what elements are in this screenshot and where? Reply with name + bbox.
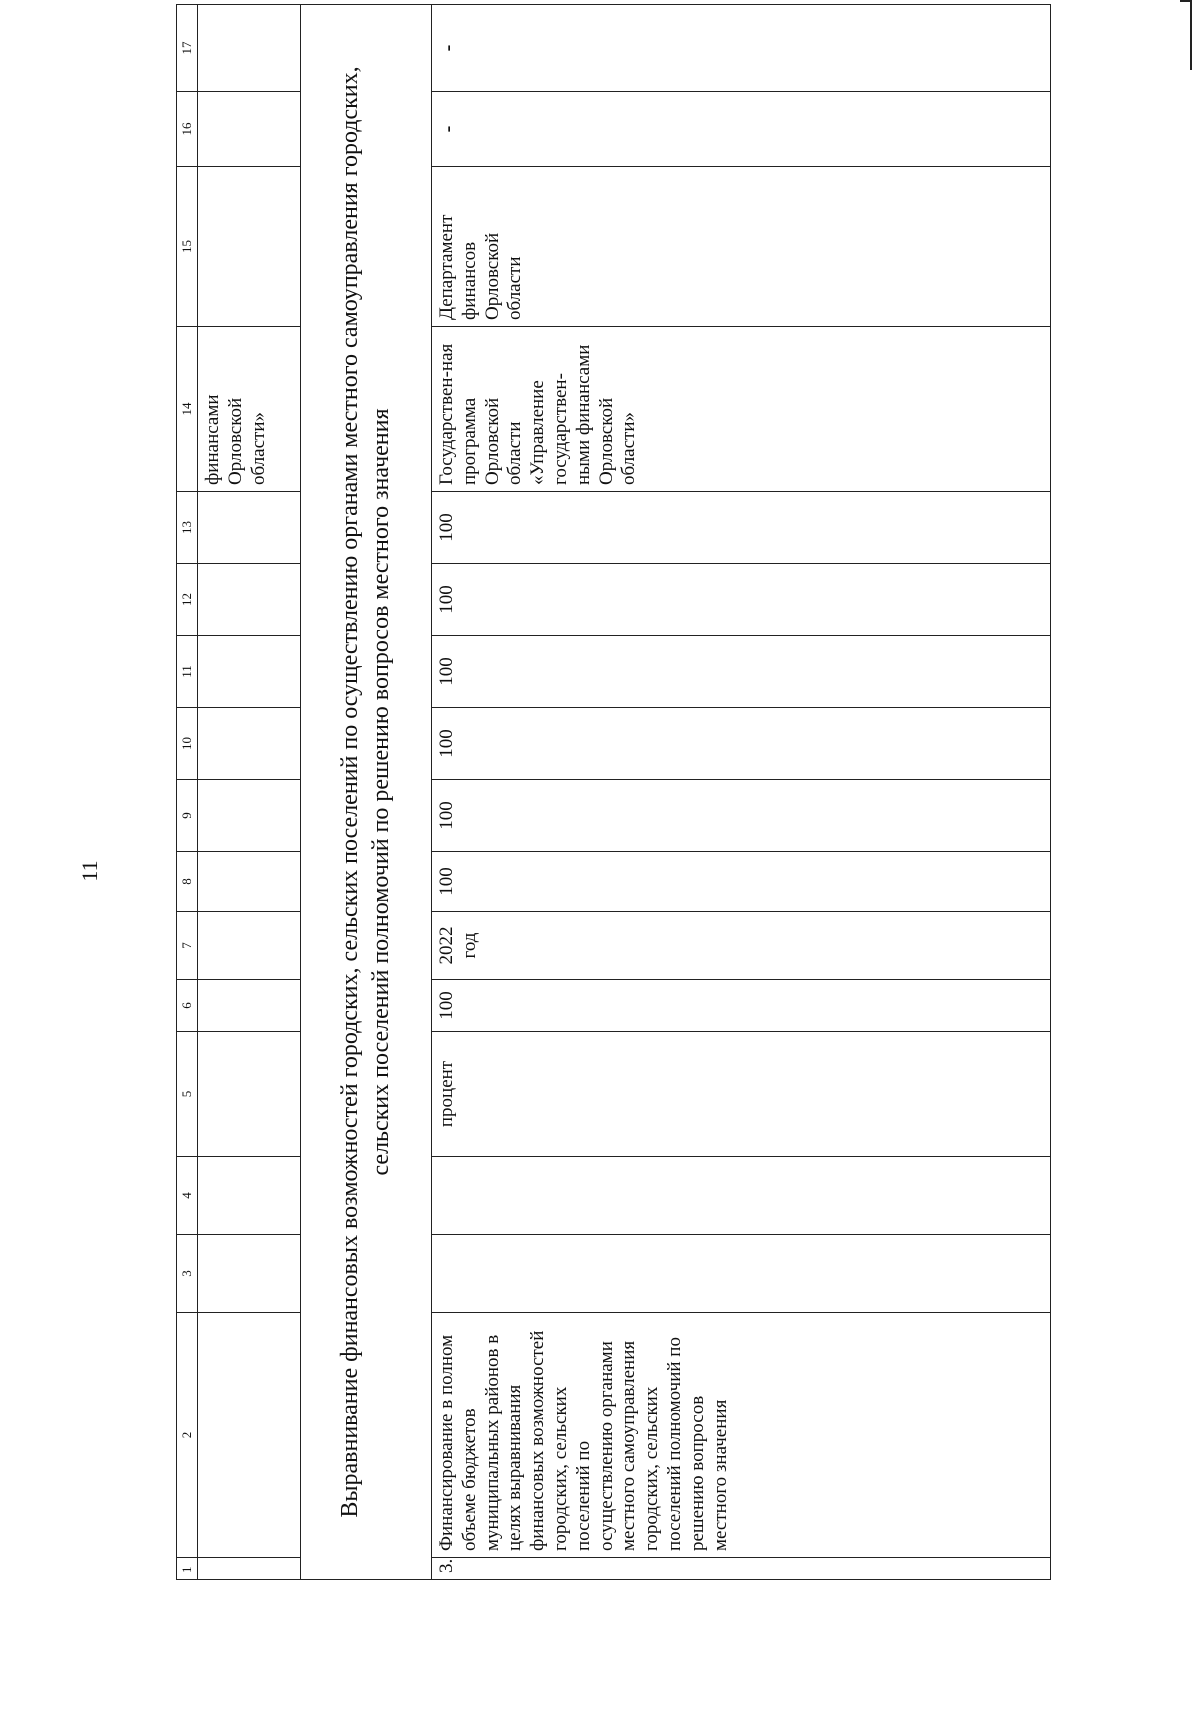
scan-corner-mark	[1180, 0, 1192, 70]
value-cell: 100	[432, 852, 1051, 912]
col-header: 11	[177, 636, 198, 708]
table-cell	[198, 1313, 301, 1558]
table-cell	[432, 1157, 1051, 1235]
col-header: 7	[177, 912, 198, 980]
table-cell	[198, 92, 301, 167]
table-cell	[198, 980, 301, 1032]
table-cell	[198, 1032, 301, 1157]
table-cell	[432, 1235, 1051, 1313]
value-cell: 100	[432, 564, 1051, 636]
table-cell	[198, 5, 301, 92]
table-cell	[198, 492, 301, 564]
table-cell	[198, 1157, 301, 1235]
value-cell: 100	[432, 492, 1051, 564]
col-header: 8	[177, 852, 198, 912]
section-row	[301, 5, 432, 1580]
col-header: 1	[177, 1558, 198, 1580]
indicator-name: Финансирование в полном объеме бюджетов муниципальных районов в целях выравнивания финансовых возможностей городских, сельских поселений по осуществлению органами местного самоуправления городских, сельских поселений полномочий по решению вопросов местного значения	[432, 1313, 1051, 1558]
program-continuation: финансами Орловской области»	[198, 327, 301, 492]
table-cell	[198, 852, 301, 912]
table-cell	[198, 636, 301, 708]
col-header: 5	[177, 1032, 198, 1157]
value-cell: 100	[432, 708, 1051, 780]
col-header: 9	[177, 780, 198, 852]
table-cell	[198, 1558, 301, 1580]
section-title: Выравнивание финансовых возможностей городских, сельских поселений по осуществлению органами местного самоуправления городских, сельских поселений полномочий по решению вопросов местного значения	[301, 5, 432, 1580]
dash-cell: -	[432, 92, 1051, 167]
unit-cell: процент	[432, 1032, 1051, 1157]
executor-cell: Департамент финансов Орловской области	[432, 167, 1051, 327]
col-header: 4	[177, 1157, 198, 1235]
table-cell	[198, 167, 301, 327]
table-cell	[198, 564, 301, 636]
table-cell	[198, 912, 301, 980]
table-cell	[198, 1235, 301, 1313]
base-value: 100	[432, 980, 1051, 1032]
col-header: 10	[177, 708, 198, 780]
continuation-row	[198, 5, 301, 1580]
table-cell	[198, 780, 301, 852]
col-header: 2	[177, 1313, 198, 1558]
table-row	[432, 5, 1051, 1580]
program-cell: Государствен-ная программа Орловской области «Управление государствен-ными финансами Орловской области»	[432, 327, 1051, 492]
base-year: 2022 год	[432, 912, 1051, 980]
col-header: 12	[177, 564, 198, 636]
value-cell: 100	[432, 780, 1051, 852]
col-header: 13	[177, 492, 198, 564]
table-cell	[198, 708, 301, 780]
indicators-table	[176, 4, 1051, 1580]
dash-cell: -	[432, 5, 1051, 92]
col-header: 15	[177, 167, 198, 327]
col-header: 16	[177, 92, 198, 167]
col-header: 3	[177, 1235, 198, 1313]
row-number: 3.	[432, 1558, 1051, 1580]
value-cell: 100	[432, 636, 1051, 708]
page-number: 11	[77, 860, 102, 882]
header-row	[177, 5, 198, 1580]
col-header: 6	[177, 980, 198, 1032]
rotated-table-container	[176, 41, 1097, 1580]
col-header: 14	[177, 327, 198, 492]
col-header: 17	[177, 5, 198, 92]
